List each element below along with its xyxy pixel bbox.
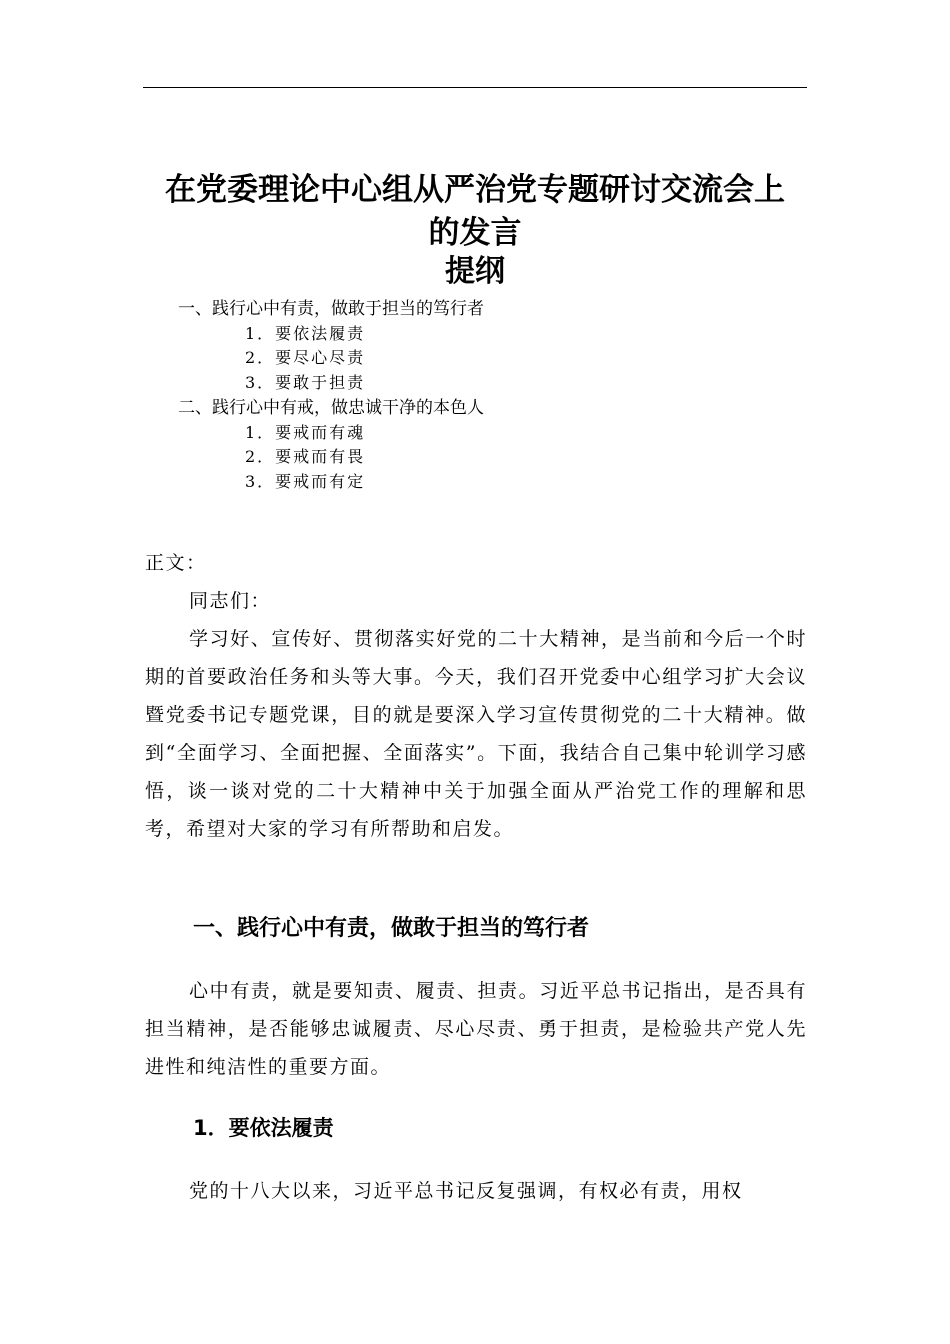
greeting: 同志们： [189, 590, 272, 612]
body-label: 正文： [145, 552, 207, 574]
intro-paragraph: 学习好、宣传好、贯彻落实好党的二十大精神，是当前和今后一个时期的首要政治任务和头等大事。今天，我们召开党委中心组学习扩大会议暨党委书记专题党课，目的就是要深入学习宣传贯彻党的二十大精神。做到“全面学习、全面把握、全面落实”。下面，我结合自己集中轮训学习感悟，谈一谈对党的二十大精神中关于加强全面从严治党工作的理解和思考，希望对大家的学习有所帮助和启发。 [145, 628, 807, 840]
header-rule [143, 87, 807, 88]
section-1-paragraph: 心中有责，就是要知责、履责、担责。习近平总书记指出，是否具有担当精神，是否能够忠诚履责、尽心尽责、勇于担责，是检验共产党人先进性和纯洁性的重要方面。 [145, 980, 807, 1078]
outline-section-2: 二、践行心中有戒，做忠诚干净的本色人 [178, 398, 484, 418]
outline-item: 3．要敢于担责 [245, 373, 366, 392]
outline-item: 1．要依法履责 [245, 324, 366, 343]
outline-section-1: 一、践行心中有责，做敢于担当的笃行者 [178, 299, 484, 319]
outline-heading: 提纲 [445, 254, 505, 289]
outline-item: 2．要戒而有畏 [245, 447, 366, 466]
document-title-line-2: 的发言 [428, 215, 522, 251]
subsection-1-paragraph: 党的十八大以来，习近平总书记反复强调，有权必有责，用权 [189, 1180, 743, 1202]
section-1-heading: 一、践行心中有责，做敢于担当的笃行者 [193, 916, 590, 941]
outline-item: 1．要戒而有魂 [245, 423, 366, 442]
outline-item: 2．要尽心尽责 [245, 348, 366, 367]
outline-item: 3．要戒而有定 [245, 472, 366, 491]
document-title-line-1: 在党委理论中心组从严治党专题研讨交流会上 [165, 172, 785, 208]
subsection-1-heading: 1．要依法履责 [193, 1116, 334, 1140]
